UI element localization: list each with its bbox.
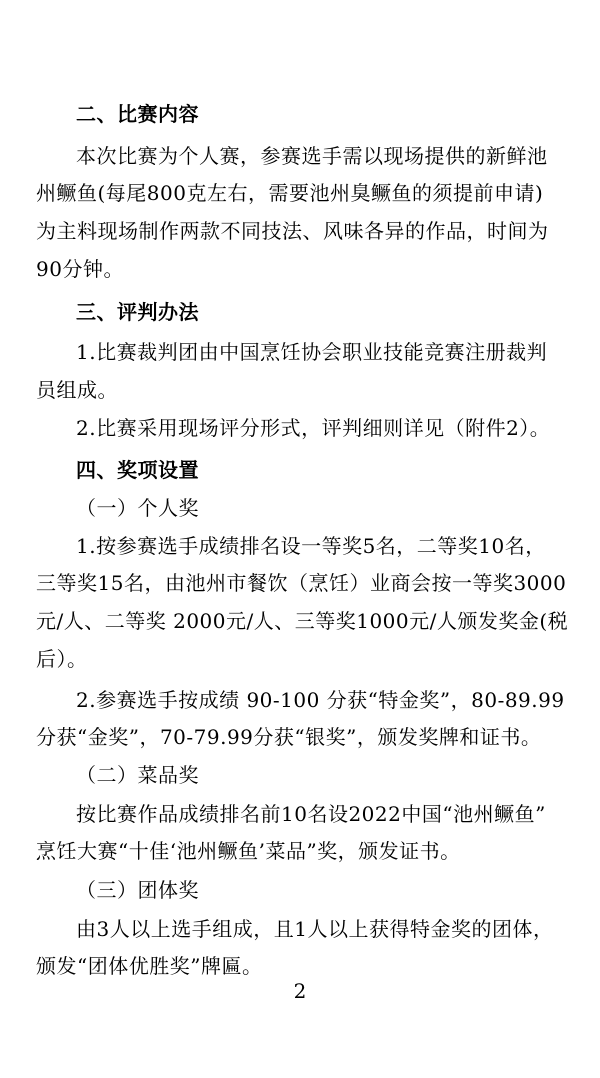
paragraph-line: 分获“金奖”，70-79.99分获“银奖”，颁发奖牌和证书。: [36, 725, 542, 749]
paragraph-line: 1.比赛裁判团由中国烹饪协会职业技能竞赛注册裁判: [76, 340, 548, 364]
paragraph-line: 元/人、二等奖 2000元/人、三等奖1000元/人颁发奖金(税: [36, 609, 569, 633]
paragraph-line: 按比赛作品成绩排名前10名设2022中国“池州鳜鱼”: [76, 802, 546, 826]
subsection-title-individual-award: （一）个人奖: [76, 496, 199, 520]
paragraph-line: 1.按参赛选手成绩排名设一等奖5名，二等奖10名，: [76, 534, 546, 558]
section-heading-competition-content: 二、比赛内容: [76, 102, 199, 126]
section-heading-judging-method: 三、评判办法: [76, 300, 199, 324]
paragraph-line: 州鳜鱼(每尾800克左右，需要池州臭鳜鱼的须提前申请): [36, 181, 544, 205]
paragraph-line: 后）。: [36, 647, 88, 671]
paragraph-line: 员组成。: [36, 378, 118, 402]
page-number: 2: [293, 979, 307, 1003]
paragraph-line: 三等奖15名，由池州市餐饮（烹饪）业商会按一等奖3000: [36, 571, 567, 595]
paragraph-line: 2.比赛采用现场评分形式，评判细则详见（附件2）。: [76, 416, 551, 440]
subsection-title-team-award: （三）团体奖: [76, 878, 199, 902]
paragraph-line: 2.参赛选手按成绩 90-100 分获“特金奖”，80-89.99: [76, 688, 565, 712]
paragraph-line: 90分钟。: [36, 257, 124, 281]
paragraph-line: 为主料现场制作两款不同技法、风味各异的作品，时间为: [36, 219, 549, 243]
paragraph-line: 颁发“团体优胜奖”牌匾。: [36, 954, 263, 978]
section-heading-awards: 四、奖项设置: [76, 458, 199, 482]
paragraph-line: 烹饪大赛“十佳‘池州鳜鱼’菜品”奖，颁发证书。: [36, 839, 461, 863]
paragraph-line: 由3人以上选手组成，且1人以上获得特金奖的团体，: [76, 917, 554, 941]
paragraph-line: 本次比赛为个人赛，参赛选手需以现场提供的新鲜池: [76, 144, 548, 168]
subsection-title-dish-award: （二）菜品奖: [76, 763, 199, 787]
